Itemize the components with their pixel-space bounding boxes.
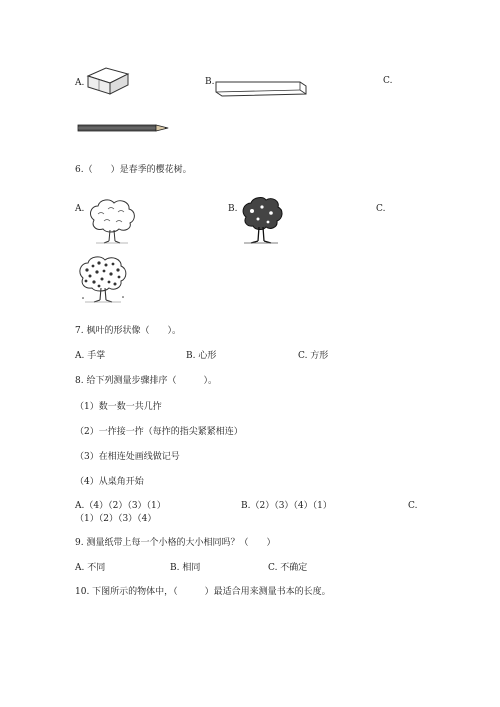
ruler-icon xyxy=(214,80,308,98)
tree-blossom-icon xyxy=(75,254,131,306)
q7-option-b: B. 心形 xyxy=(186,351,217,361)
q9-option-c: C. 不确定 xyxy=(268,563,308,573)
q8-step-4: （4）从桌角开始 xyxy=(75,477,144,487)
pencil-icon xyxy=(76,122,172,134)
q8-step-2: （2）一拃接一拃（每拃的指尖紧紧相连） xyxy=(75,427,243,437)
q5-option-a-label: A. xyxy=(75,78,85,88)
q9-question: 9. 测量纸带上每一个小格的大小相同吗？（ ） xyxy=(75,538,276,548)
q8-step-1: （1）数一数一共几拃 xyxy=(75,402,162,412)
q6-question: 6.（ ）是春季的樱花树。 xyxy=(75,165,192,175)
q9-option-a: A. 不同 xyxy=(75,563,106,573)
q7-question: 7. 枫叶的形状像（ ）。 xyxy=(75,326,181,336)
q7-option-a: A. 手掌 xyxy=(75,351,106,361)
q9-option-b: B. 相同 xyxy=(170,563,201,573)
q5-option-c-label: C. xyxy=(383,76,393,86)
tree-sparse-icon xyxy=(84,196,140,246)
q8-option-a: A.（4）（2）（3）（1） xyxy=(75,501,166,511)
q8-question: 8. 给下列测量步骤排序（ ）。 xyxy=(75,376,217,386)
q8-option-b: B.（2）（3）（4）（1） xyxy=(241,501,332,511)
eraser-icon xyxy=(84,64,132,96)
q7-option-c: C. 方形 xyxy=(298,351,329,361)
q6-option-c-label: C. xyxy=(376,204,386,214)
tree-dark-icon xyxy=(238,195,284,247)
q6-option-a-label: A. xyxy=(75,204,85,214)
q5-option-b-label: B. xyxy=(205,77,215,87)
q6-option-b-label: B. xyxy=(228,204,238,214)
q8-option-c: C. xyxy=(408,501,418,511)
q10-question: 10. 下图所示的物体中，（ ）最适合用来测量书本的长度。 xyxy=(75,587,331,597)
q8-option-c-continued: （1）（2）（3）（4） xyxy=(75,514,157,524)
q8-step-3: （3）在相连处画线做记号 xyxy=(75,452,180,462)
